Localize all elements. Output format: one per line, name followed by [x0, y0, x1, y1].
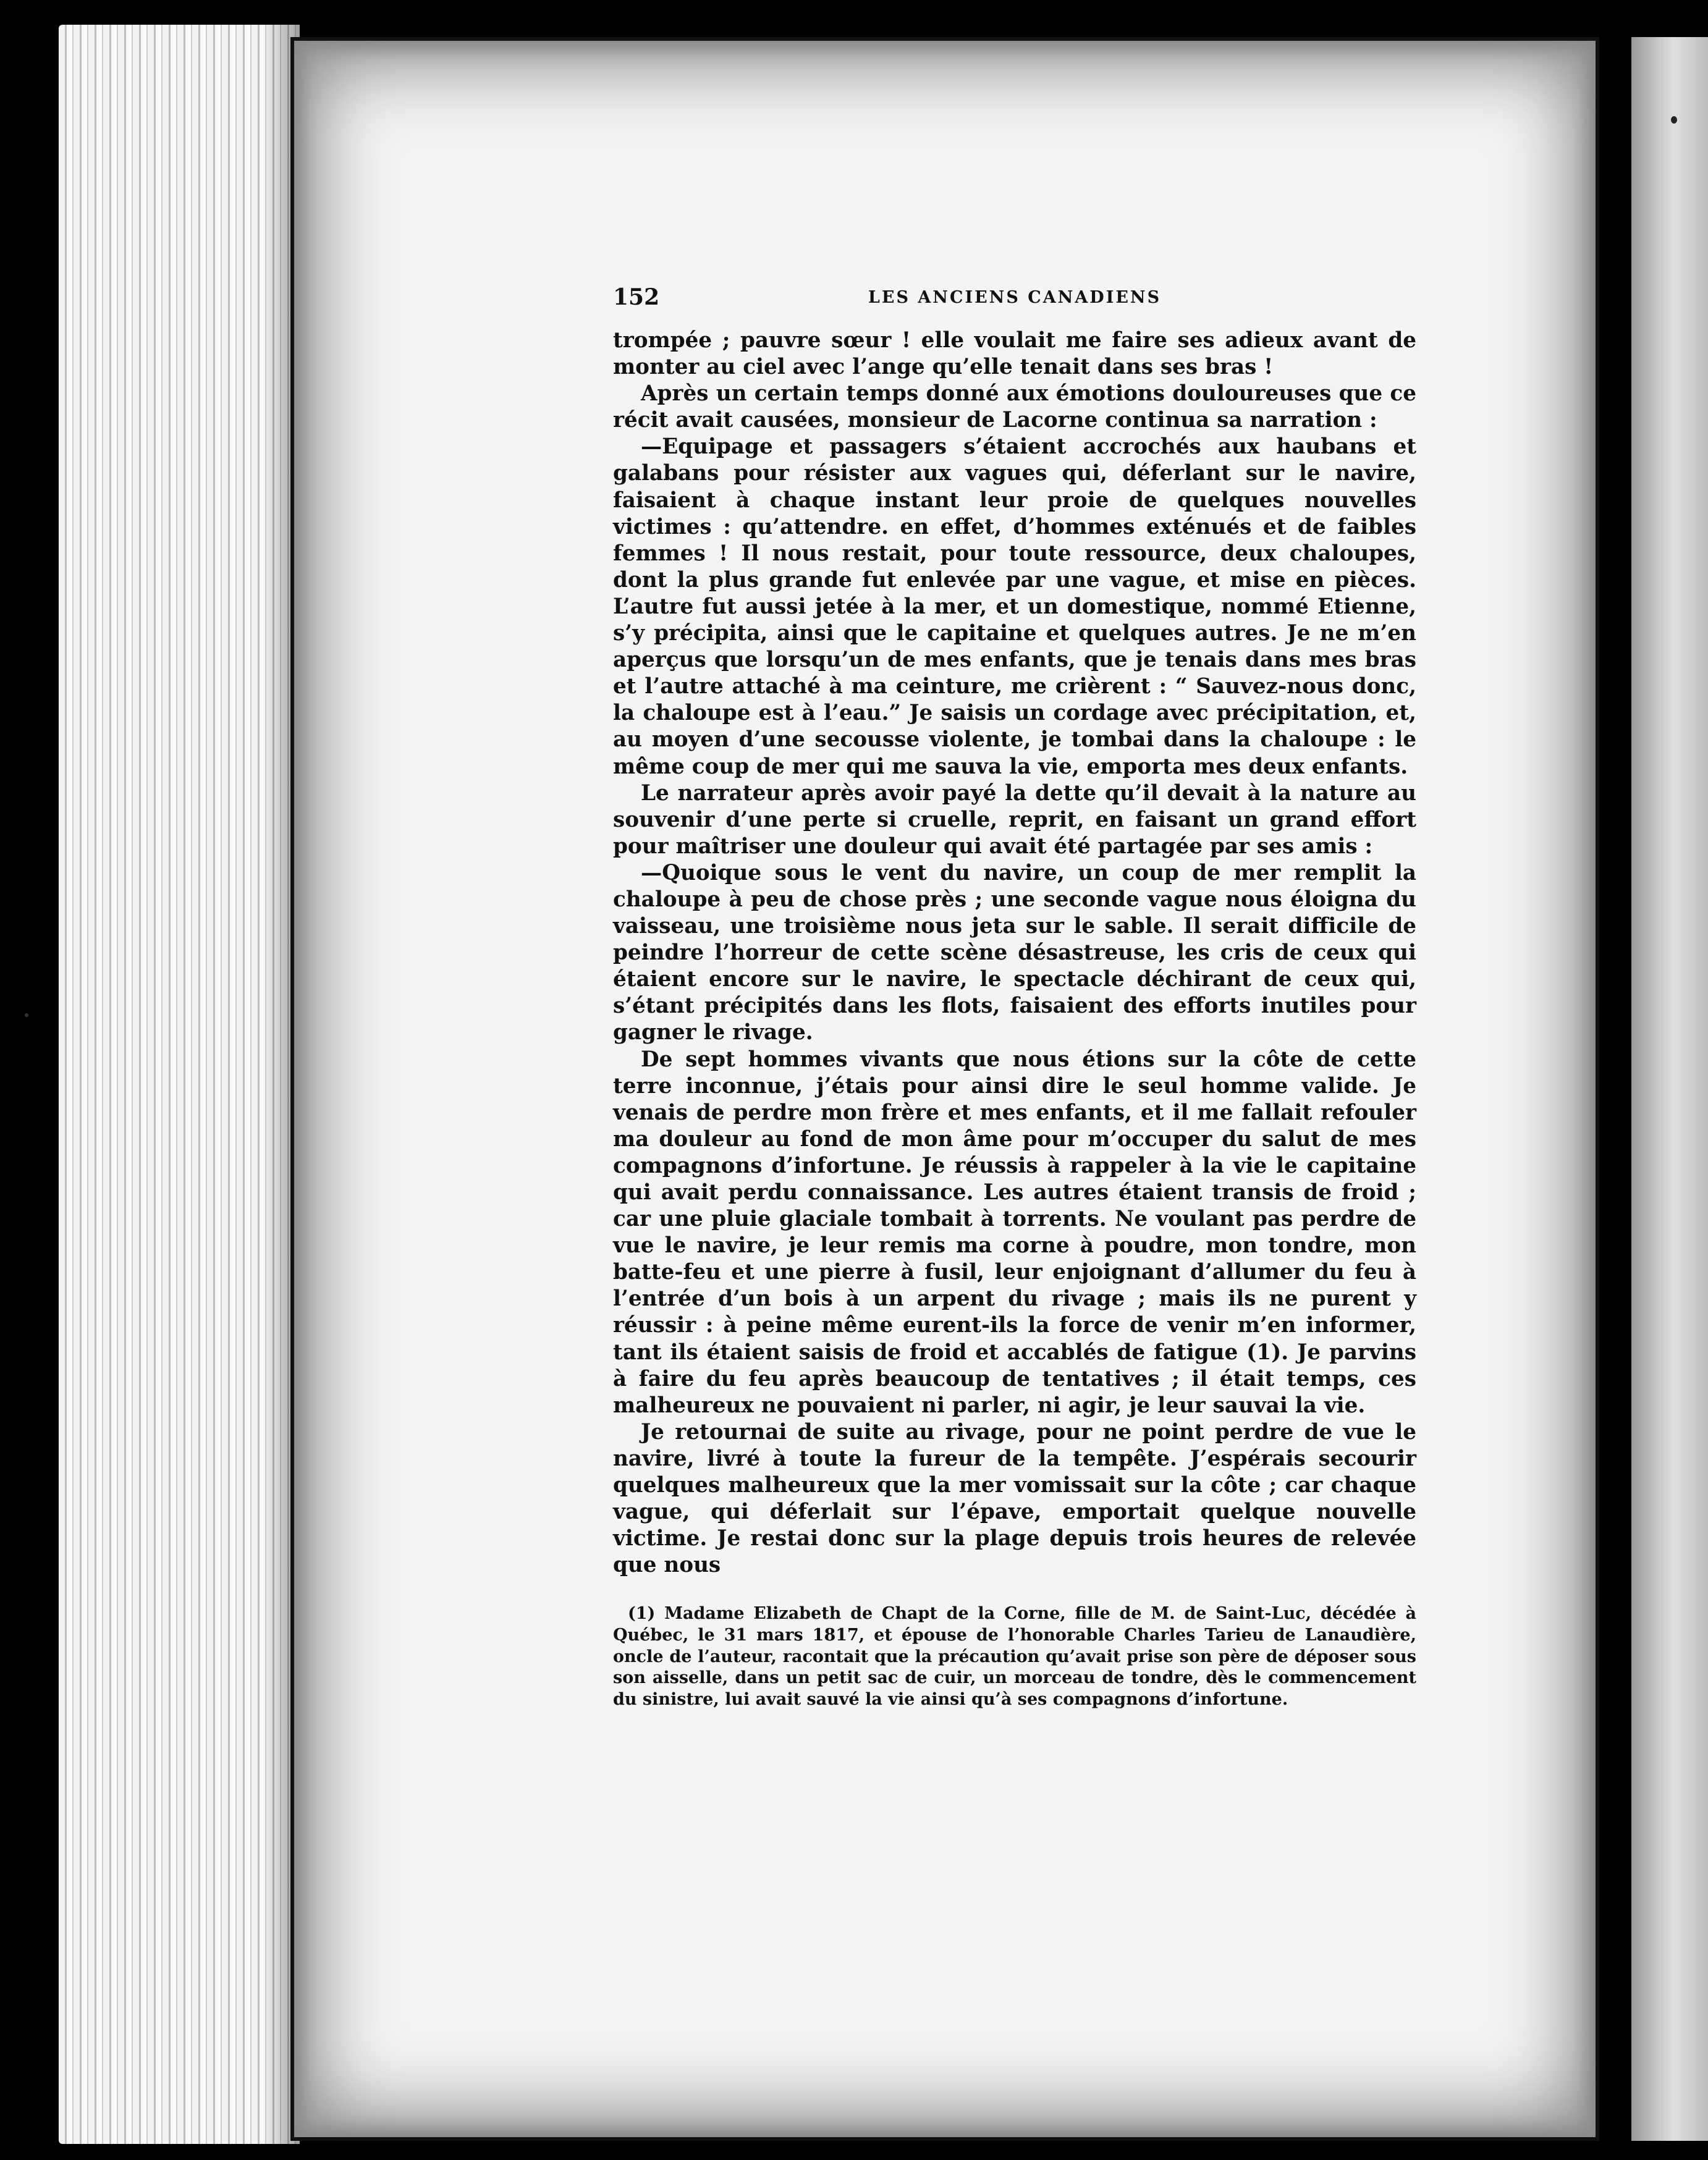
paragraph: Après un certain temps donné aux émotions douloureuses que ce récit avait causées, monsieur de Lacorne continua sa narration : [613, 381, 1416, 433]
page-header [613, 284, 1416, 327]
book-page-edges [59, 25, 300, 2144]
margin-speck [25, 1013, 28, 1017]
paragraph: Je retournai de suite au rivage, pour ne point perdre de vue le navire, livré à toute la fureur de la tempête. J’espérais secourir quelques malheureux que la mer vomissait sur la côte ; car chaque vague, qui déferlait sur l’épave, emportait quelque nouvelle victime. Je restai donc sur la plage depuis trois heures de relevée que nous [613, 1419, 1416, 1578]
footnote-text: (1) Madame Elizabeth de Chapt de la Corne, fille de M. de Saint-Luc, décédée à Québec, le 31 mars 1817, et épouse de l’honorable Charles Tarieu de Lanaudière, oncle de l’auteur, racontait que la précaution qu’avait prise son père de déposer sous son aisselle, dans un petit sac de cuir, un morceau de tondre, dès le commencement du sinistre, lui avait sauvé la vie ainsi qu’à ses compagnons d’infortune. [613, 1604, 1416, 1709]
page-speck [1671, 116, 1677, 124]
paragraph: —Equipage et passagers s’étaient accrochés aux haubans et galabans pour résister aux vagues qui, déferlant sur le navire, faisaient à chaque instant leur proie de quelques nouvelles victimes : qu’attendre. en effet, d’hommes exténués et de faibles femmes ! Il nous restait, pour toute ressource, deux chaloupes, dont la plus grande fut enlevée par une vague, et mise en pièces. L’autre fut aussi jetée à la mer, et un domestique, nommé Etienne, s’y précipita, ainsi que le capitaine et quelques autres. Je ne m’en aperçus que lorsqu’un de mes enfants, que je tenais dans mes bras et l’autre attaché à ma ceinture, me crièrent : “ Sauvez-nous donc, la chaloupe est à l’eau.” Je saisis un cordage avec précipitation, et, au moyen d’une secousse violente, je tombai dans la chaloupe : le même coup de mer qui me sauva la vie, emporta mes deux enfants. [613, 434, 1416, 779]
running-head: LES ANCIENS CANADIENS [868, 288, 1162, 307]
page-number: 152 [613, 284, 660, 310]
page-content [613, 284, 1416, 1710]
next-page-edge [1631, 37, 1708, 2141]
paragraph: Le narrateur après avoir payé la dette qu’il devait à la nature au souvenir d’une perte si cruelle, reprit, en faisant un grand effort pour maîtriser une douleur qui avait été partagée par ses amis : [613, 780, 1416, 859]
paragraph: trompée ; pauvre sœur ! elle voulait me faire ses adieux avant de monter au ciel avec l’ange qu’elle tenait dans ses bras ! [613, 328, 1416, 380]
paragraph: —Quoique sous le vent du navire, un coup de mer remplit la chaloupe à peu de chose près ; une seconde vague nous éloigna du vaisseau, une troisième nous jeta sur le sable. Il serait difficile de peindre l’horreur de cette scène désastreuse, les cris de ceux qui étaient encore sur le navire, le spectacle déchirant de ceux qui, s’étant précipités dans les flots, faisaient des efforts inutiles pour gagner le rivage. [613, 860, 1416, 1045]
footnote [613, 1603, 1416, 1710]
body-text [613, 327, 1416, 1579]
paragraph: De sept hommes vivants que nous étions sur la côte de cette terre inconnue, j’étais pour ainsi dire le seul homme valide. Je venais de perdre mon frère et mes enfants, et il me fallait refouler ma douleur au fond de mon âme pour m’occuper du salut de mes compagnons d’infortune. Je réussis à rappeler à la vie le capitaine qui avait perdu connaissance. Les autres étaient transis de froid ; car une pluie glaciale tombait à torrents. Ne voulant pas perdre de vue le navire, je leur remis ma corne à poudre, mon tondre, mon batte-feu et une pierre à fusil, leur enjoignant d’allumer du feu à l’entrée d’un bois à un arpent du rivage ; mais ils ne purent y réussir : à peine même eurent-ils la force de venir m’en informer, tant ils étaient saisis de froid et accablés de fatigue (1). Je parvins à faire du feu après beaucoup de tentatives ; il était temps, ces malheureux ne pouvaient ni parler, ni agir, je leur sauvai la vie. [613, 1047, 1416, 1418]
